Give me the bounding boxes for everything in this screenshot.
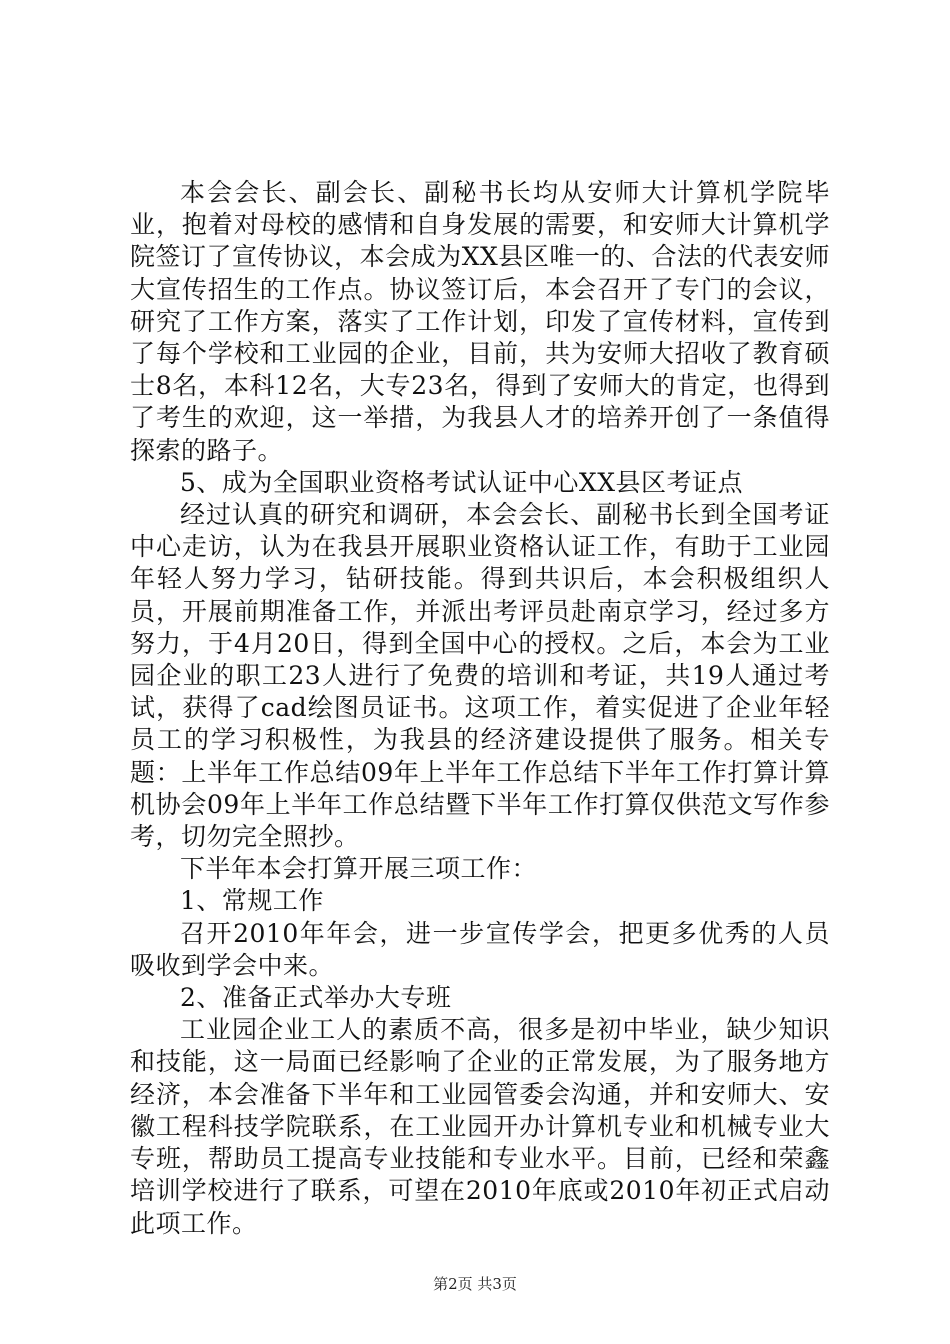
page-footer: 第2页 共3页 [433, 1275, 517, 1293]
paragraph-routine-work: 召开2010年年会，进一步宣传学会，把更多优秀的人员吸收到学会中来。 [130, 918, 830, 980]
paragraph-college-class: 工业园企业工人的素质不高，很多是初中毕业，缺少知识和技能，这一局面已经影响了企业的正常发展，为了服务地方经济，本会准备下半年和工业园管委会沟通，并和安师大、安徽工程科技学院联系，在工业园开办计算机专业和机械专业大专班，帮助员工提高专业技能和专业水平。目前，已经和荣鑫培训学校进行了联系，可望在2010年底或2010年初正式启动此项工作。 [130, 1015, 830, 1238]
document-body [130, 177, 830, 1240]
paragraph-second-half-plan: 下半年本会打算开展三项工作： [180, 854, 538, 884]
paragraph-exam-center: 经过认真的研究和调研，本会会长、副秘书长到全国考证中心走访，认为在我县开展职业资格认证工作，有助于工业园年轻人努力学习，钻研技能。得到共识后，本会积极组织人员，开展前期准备工作，并派出考评员赴南京学习，经过多方努力，于4月20日，得到全国中心的授权。之后，本会为工业园企业的职工23人进行了免费的培训和考证，共19人通过考试，获得了cad绘图员证书。这项工作，着实促进了企业年轻员工的学习积极性，为我县的经济建设提供了服务。相关专题：上半年工作总结09年上半年工作总结下半年工作打算计算机协会09年上半年工作总结暨下半年工作打算仅供范文写作参考，切勿完全照抄。 [130, 500, 830, 852]
heading-routine-work: 1、常规工作 [180, 886, 324, 916]
heading-college-class: 2、准备正式举办大专班 [180, 983, 452, 1013]
paragraph-training-partnership: 本会会长、副会长、副秘书长均从安师大计算机学院毕业，抱着对母校的感情和自身发展的需要，和安师大计算机学院签订了宣传协议，本会成为XX县区唯一的、合法的代表安师大宣传招生的工作点。协议签订后，本会召开了专门的会议，研究了工作方案，落实了工作计划，印发了宣传材料，宣传到了每个学校和工业园的企业，目前，共为安师大招收了教育硕士8名，本科12名，大专23名，得到了安师大的肯定，也得到了考生的欢迎，这一举措，为我县人才的培养开创了一条值得探索的路子。 [130, 178, 830, 465]
heading-exam-center: 5、成为全国职业资格考试认证中心XX县区考证点 [180, 467, 744, 497]
